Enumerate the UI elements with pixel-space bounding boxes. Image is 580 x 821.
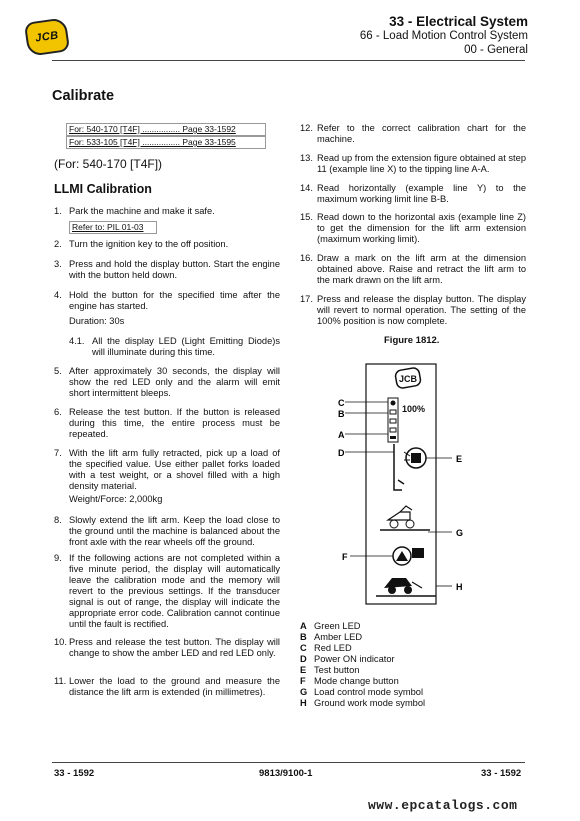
led-column: [388, 398, 398, 442]
step-text: After approximately 30 seconds, the display will show the red LED only and the alarm will emit short intermittent bleeps.: [69, 366, 280, 398]
callout-b: B: [338, 409, 345, 419]
figure-title: Figure 1812.: [384, 335, 440, 346]
display-panel-figure: [340, 360, 480, 610]
step-text: Lower the load to the ground and measure the distance the lift arm is extended (in millimetres).: [69, 676, 280, 697]
legend-item: H Ground work mode symbol: [300, 698, 426, 708]
reference-link-540[interactable]: For: 540-170 [T4F] ................ Page 33-1592: [66, 123, 266, 136]
legend-item: A Green LED: [300, 621, 361, 631]
step-text: Park the machine and make it safe.: [69, 206, 215, 216]
chapter-title: 00 - General: [464, 44, 528, 56]
callout-c: C: [338, 398, 345, 408]
power-led-icon: [390, 436, 396, 439]
percent-label: 100%: [402, 404, 426, 414]
step-number: 3.: [54, 259, 62, 269]
step-number: 15.: [300, 212, 313, 222]
refer-to-link[interactable]: Refer to: PIL 01-03: [69, 221, 157, 234]
step-text: Press and hold the display button. Start the engine with the button held down.: [69, 259, 280, 280]
legend-item: G Load control mode symbol: [300, 687, 424, 697]
step-number: 10.: [54, 637, 67, 647]
subsection-title: 66 - Load Motion Control System: [359, 30, 528, 42]
step-text: Read horizontally (example line Y) to the maximum working limit line B-B.: [317, 183, 526, 204]
step-text: Hold the button for the specified time after the engine has started.: [69, 290, 280, 311]
load-control-mode-icon: [380, 506, 430, 530]
step-text: With the lift arm fully retracted, pick up a load of the specified value. Use either pallet forks loaded with a test weight, or a shovel filled with a high density material.: [69, 448, 280, 491]
step-number: 12.: [300, 123, 313, 133]
callout-g: G: [456, 528, 464, 538]
step-number: 13.: [300, 153, 313, 163]
step-text: Draw a mark on the lift arm at the dimension obtained above. Raise and retract the lift arm to the mark drawn on the lift arm.: [317, 253, 526, 285]
green-led-icon: [390, 419, 396, 423]
duration-text: Duration: 30s: [69, 316, 125, 326]
step-number: 4.: [54, 290, 62, 300]
callout-d: D: [338, 448, 345, 458]
subheading: LLMI Calibration: [54, 182, 152, 196]
step-number: 7.: [54, 448, 62, 458]
step-text: Read up from the extension figure obtained at step 11 (example line X) to the tipping line A-A.: [317, 153, 526, 174]
reference-link-533[interactable]: For: 533-105 [T4F] ................ Page 33-1595: [66, 136, 266, 149]
weight-text: Weight/Force: 2,000kg: [69, 494, 163, 504]
legend-item: C Red LED: [300, 643, 352, 653]
callout-a: A: [338, 430, 345, 440]
step-number: 14.: [300, 183, 313, 193]
legend-item: D Power ON indicator: [300, 654, 395, 664]
step-number: 5.: [54, 366, 62, 376]
ground-work-mode-icon: [376, 578, 436, 596]
substep-number: 4.1.: [69, 336, 85, 346]
footer-doc-number: 9813/9100-1: [259, 768, 313, 779]
step-text: If the following actions are not completed within a five minute period, the display will automatically leave the calibration mode and the memory will revert to the previous settings. If the transducer signal is out of range, the display will indicate the appropriate error code. Calibration cannot continue until the fault is rectified.: [69, 553, 280, 629]
panel-outline: [366, 364, 436, 604]
step-text: Press and release the display button. The display will revert to normal operation. The setting of the 100% position is now complete.: [317, 294, 526, 326]
step-text: Release the test button. If the button is released during this time, the entire process must be repeated.: [69, 407, 280, 439]
step-text: Read down to the horizontal axis (example line Z) to get the dimension for the lift arm extension (maximum working limit).: [317, 212, 526, 244]
step-text: Turn the ignition key to the off position.: [69, 239, 229, 249]
legend-item: E Test button: [300, 665, 360, 675]
callout-f: F: [342, 552, 348, 562]
callout-h: H: [456, 582, 463, 592]
footer-page-right: 33 - 1592: [481, 768, 522, 779]
step-text: Refer to the correct calibration chart for the machine.: [317, 123, 526, 144]
footer-page-left: 33 - 1592: [54, 768, 95, 779]
bracket-line: [394, 444, 402, 490]
step-number: 16.: [300, 253, 313, 263]
amber-led-icon: [390, 410, 396, 414]
step-number: 1.: [54, 206, 62, 216]
jcb-logo: JCB: [24, 17, 70, 57]
mode-change-button-icon: [393, 547, 424, 565]
step-text: Slowly extend the lift arm. Keep the load close to the ground until the machine is balanced about the front axle with the rear wheels off the ground.: [69, 515, 280, 547]
legend-item: B Amber LED: [300, 632, 363, 642]
test-button-icon: [404, 448, 426, 468]
for-note: (For: 540-170 [T4F]): [54, 157, 163, 171]
substep-text: All the display LED (Light Emitting Diode)s will illuminate during this time.: [92, 336, 280, 357]
legend-item: F Mode change button: [300, 676, 399, 686]
red-led-icon: [391, 401, 396, 406]
callout-e: E: [456, 454, 463, 464]
step-number: 2.: [54, 239, 62, 249]
jcb-badge-icon: [395, 367, 422, 389]
footer-divider: [52, 762, 525, 763]
step-number: 17.: [300, 294, 313, 304]
step-number: 9.: [54, 553, 62, 563]
step-text: Press and release the test button. The display will change to show the amber LED and red LED only.: [69, 637, 280, 658]
svg-text:JCB: JCB: [399, 374, 418, 384]
step-number: 6.: [54, 407, 62, 417]
page-title: Calibrate: [52, 88, 115, 104]
step-number: 8.: [54, 515, 62, 525]
watermark: www.epcatalogs.com: [368, 798, 518, 813]
step-number: 11.: [54, 676, 67, 686]
header-divider: [52, 60, 525, 61]
section-title: 33 - Electrical System: [389, 14, 528, 29]
